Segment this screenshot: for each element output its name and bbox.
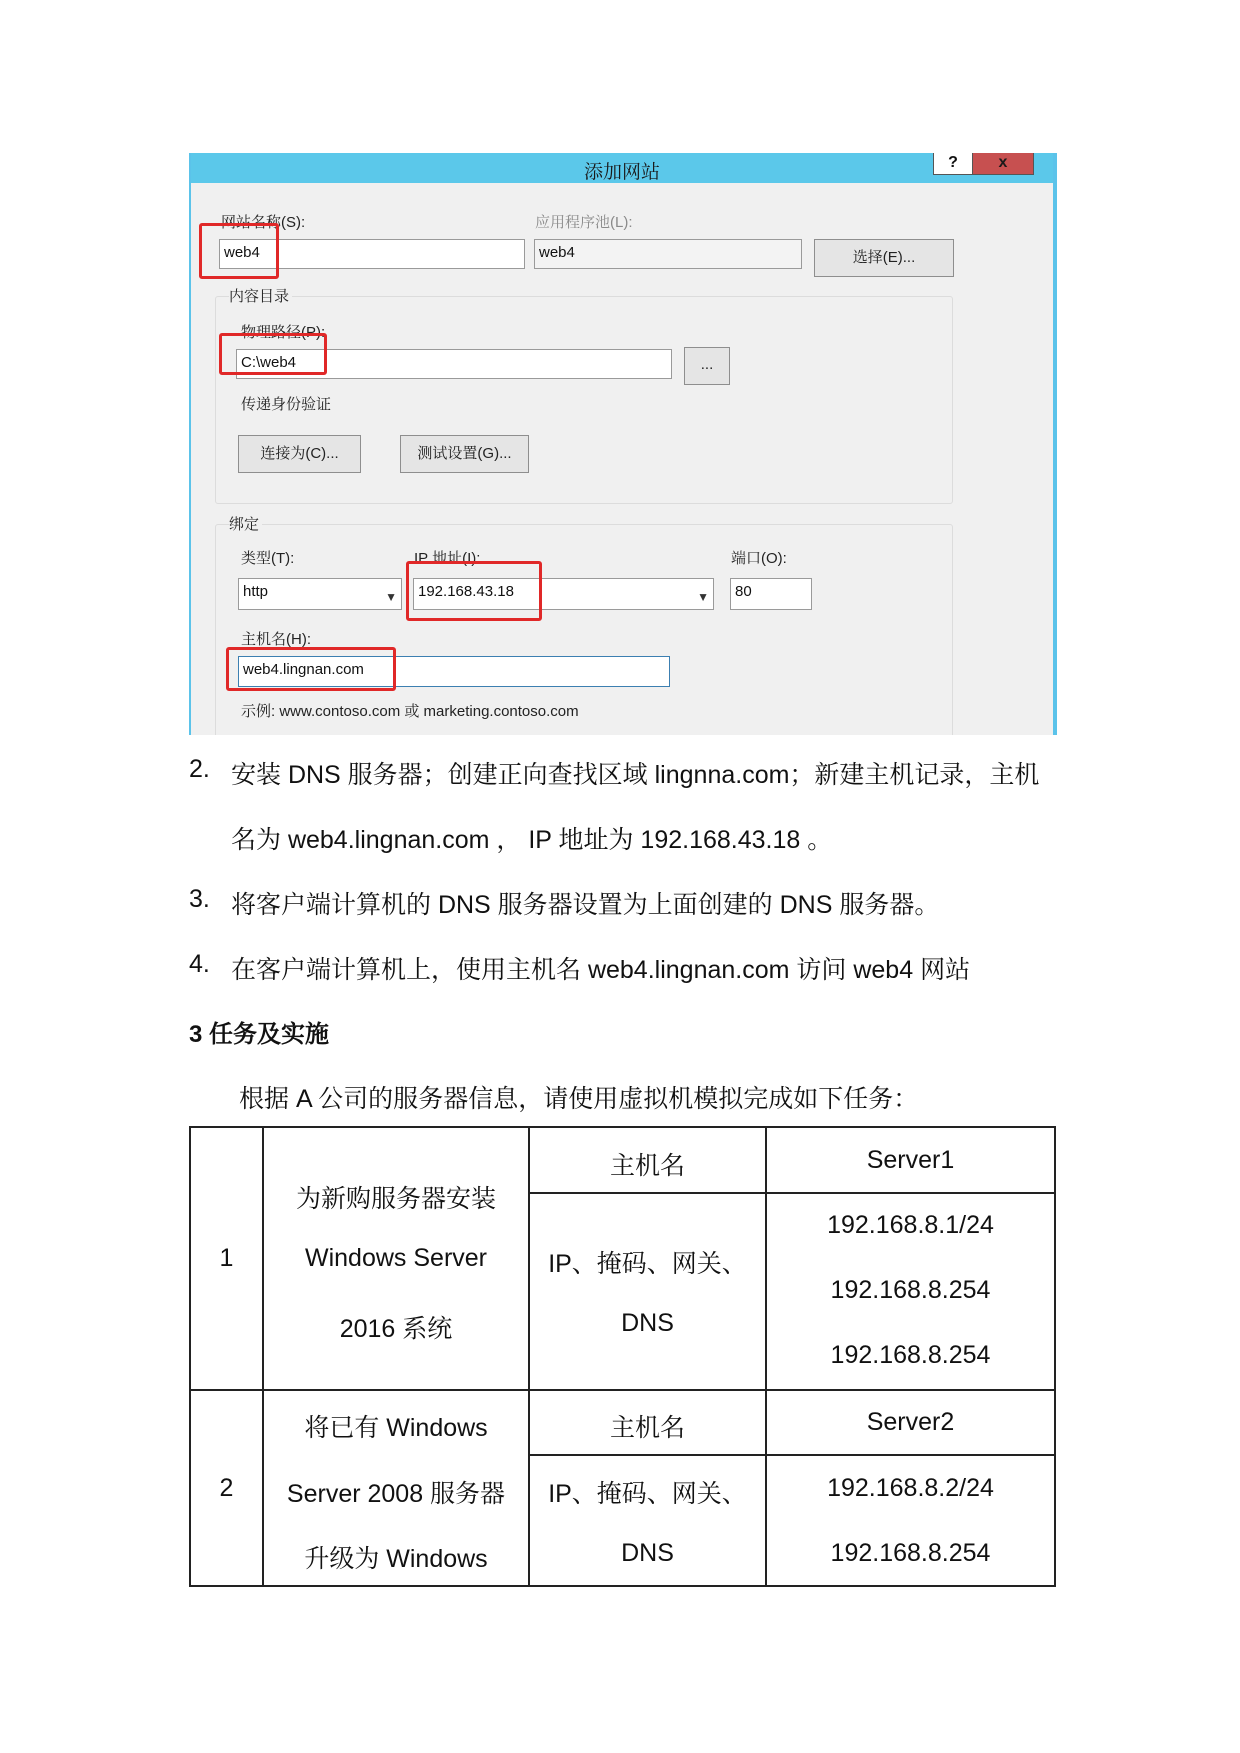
task-description: 为新购服务器安装 — [295, 1185, 496, 1213]
step-number: 4. — [189, 950, 210, 978]
test-settings-button[interactable]: 测试设置(G)... — [400, 435, 529, 473]
task-description: Windows Server — [305, 1244, 487, 1272]
port-input[interactable]: 80 — [730, 578, 812, 610]
hostname-input[interactable]: web4.lingnan.com — [238, 656, 670, 687]
network-label: DNS — [621, 1539, 674, 1567]
browse-button[interactable]: ... — [684, 347, 730, 385]
table-border — [189, 1126, 1056, 1128]
task-description: 将已有 Windows — [304, 1414, 488, 1442]
site-name-input[interactable]: web4 — [219, 239, 525, 269]
add-website-dialog — [189, 153, 1057, 735]
highlight-physical-path — [219, 333, 327, 375]
highlight-ip-address — [406, 561, 542, 621]
intro-paragraph: 根据 A 公司的服务器信息，请使用虚拟机模拟完成如下任务： — [239, 1085, 919, 1113]
step-number: 2. — [189, 755, 210, 783]
dns-value: 192.168.8.254 — [830, 1341, 991, 1369]
close-button[interactable]: x — [972, 153, 1034, 175]
table-border — [189, 1585, 1056, 1587]
section-heading: 3 任务及实施 — [189, 1021, 330, 1048]
help-button[interactable]: ? — [933, 153, 973, 175]
port-label: 端口(O): — [731, 550, 787, 567]
select-app-pool-button[interactable]: 选择(E)... — [814, 239, 954, 277]
task-description: Server 2008 服务器 — [286, 1480, 506, 1508]
content-directory-title: 内容目录 — [229, 285, 292, 306]
gateway-value: 192.168.8.254 — [830, 1276, 991, 1304]
site-name-label: 网站名称(S): — [221, 214, 306, 231]
table-border — [189, 1389, 1056, 1391]
hostname-example: 示例: www.contoso.com 或 marketing.contoso.com — [241, 703, 579, 720]
dialog-title: 添加网站 — [583, 162, 660, 183]
table-border — [528, 1192, 1056, 1194]
highlight-hostname — [226, 647, 396, 691]
ip-mask-value: 192.168.8.2/24 — [827, 1474, 994, 1502]
binding-title: 绑定 — [229, 513, 262, 534]
hostname-label: 主机名(H): — [241, 631, 311, 648]
highlight-site-name — [199, 223, 279, 279]
app-pool-label: 应用程序池(L): — [535, 214, 633, 231]
step-text: 在客户端计算机上，使用主机名 web4.lingnan.com 访问 web4 网站 — [231, 956, 971, 984]
physical-path-input[interactable]: C:\web4 — [236, 349, 672, 379]
row-number: 2 — [219, 1474, 234, 1502]
network-label: IP、掩码、网关、 — [548, 1250, 747, 1278]
chevron-down-icon: ▼ — [385, 590, 397, 604]
step-text: 安装 DNS 服务器；创建正向查找区域 lingnna.com；新建主机记录，主机 — [231, 761, 1040, 789]
hostname-header: 主机名 — [609, 1152, 685, 1180]
table-border — [189, 1126, 191, 1587]
type-label: 类型(T): — [241, 550, 295, 567]
hostname-value: Server1 — [866, 1146, 955, 1174]
table-border — [528, 1454, 1056, 1456]
type-value: http — [243, 583, 269, 600]
step-number: 3. — [189, 885, 210, 913]
network-label: DNS — [621, 1309, 674, 1337]
network-label: IP、掩码、网关、 — [548, 1480, 747, 1508]
chevron-down-icon: ▼ — [697, 590, 709, 604]
step-text-continued: 名为 web4.lingnan.com ， IP 地址为 192.168.43.18 。 — [231, 826, 833, 854]
app-pool-input: web4 — [534, 239, 802, 269]
physical-path-label: 物理路径(P): — [241, 324, 326, 341]
task-description: 2016 系统 — [339, 1315, 453, 1343]
table-border — [1054, 1126, 1056, 1587]
ip-address-value: 192.168.43.18 — [418, 583, 514, 600]
ip-mask-value: 192.168.8.1/24 — [827, 1211, 994, 1239]
ip-address-label: IP 地址(I): — [414, 550, 481, 567]
pass-auth-label: 传递身份验证 — [241, 396, 332, 413]
dialog-titlebar — [191, 153, 1053, 183]
type-select[interactable] — [238, 578, 402, 610]
gateway-value: 192.168.8.254 — [830, 1539, 991, 1567]
row-number: 1 — [219, 1244, 234, 1272]
connect-as-button[interactable]: 连接为(C)... — [238, 435, 361, 473]
task-description: 升级为 Windows — [304, 1545, 488, 1573]
table-border — [528, 1126, 530, 1587]
step-text: 将客户端计算机的 DNS 服务器设置为上面创建的 DNS 服务器。 — [231, 891, 940, 919]
hostname-header: 主机名 — [609, 1414, 685, 1442]
hostname-value: Server2 — [866, 1408, 955, 1436]
